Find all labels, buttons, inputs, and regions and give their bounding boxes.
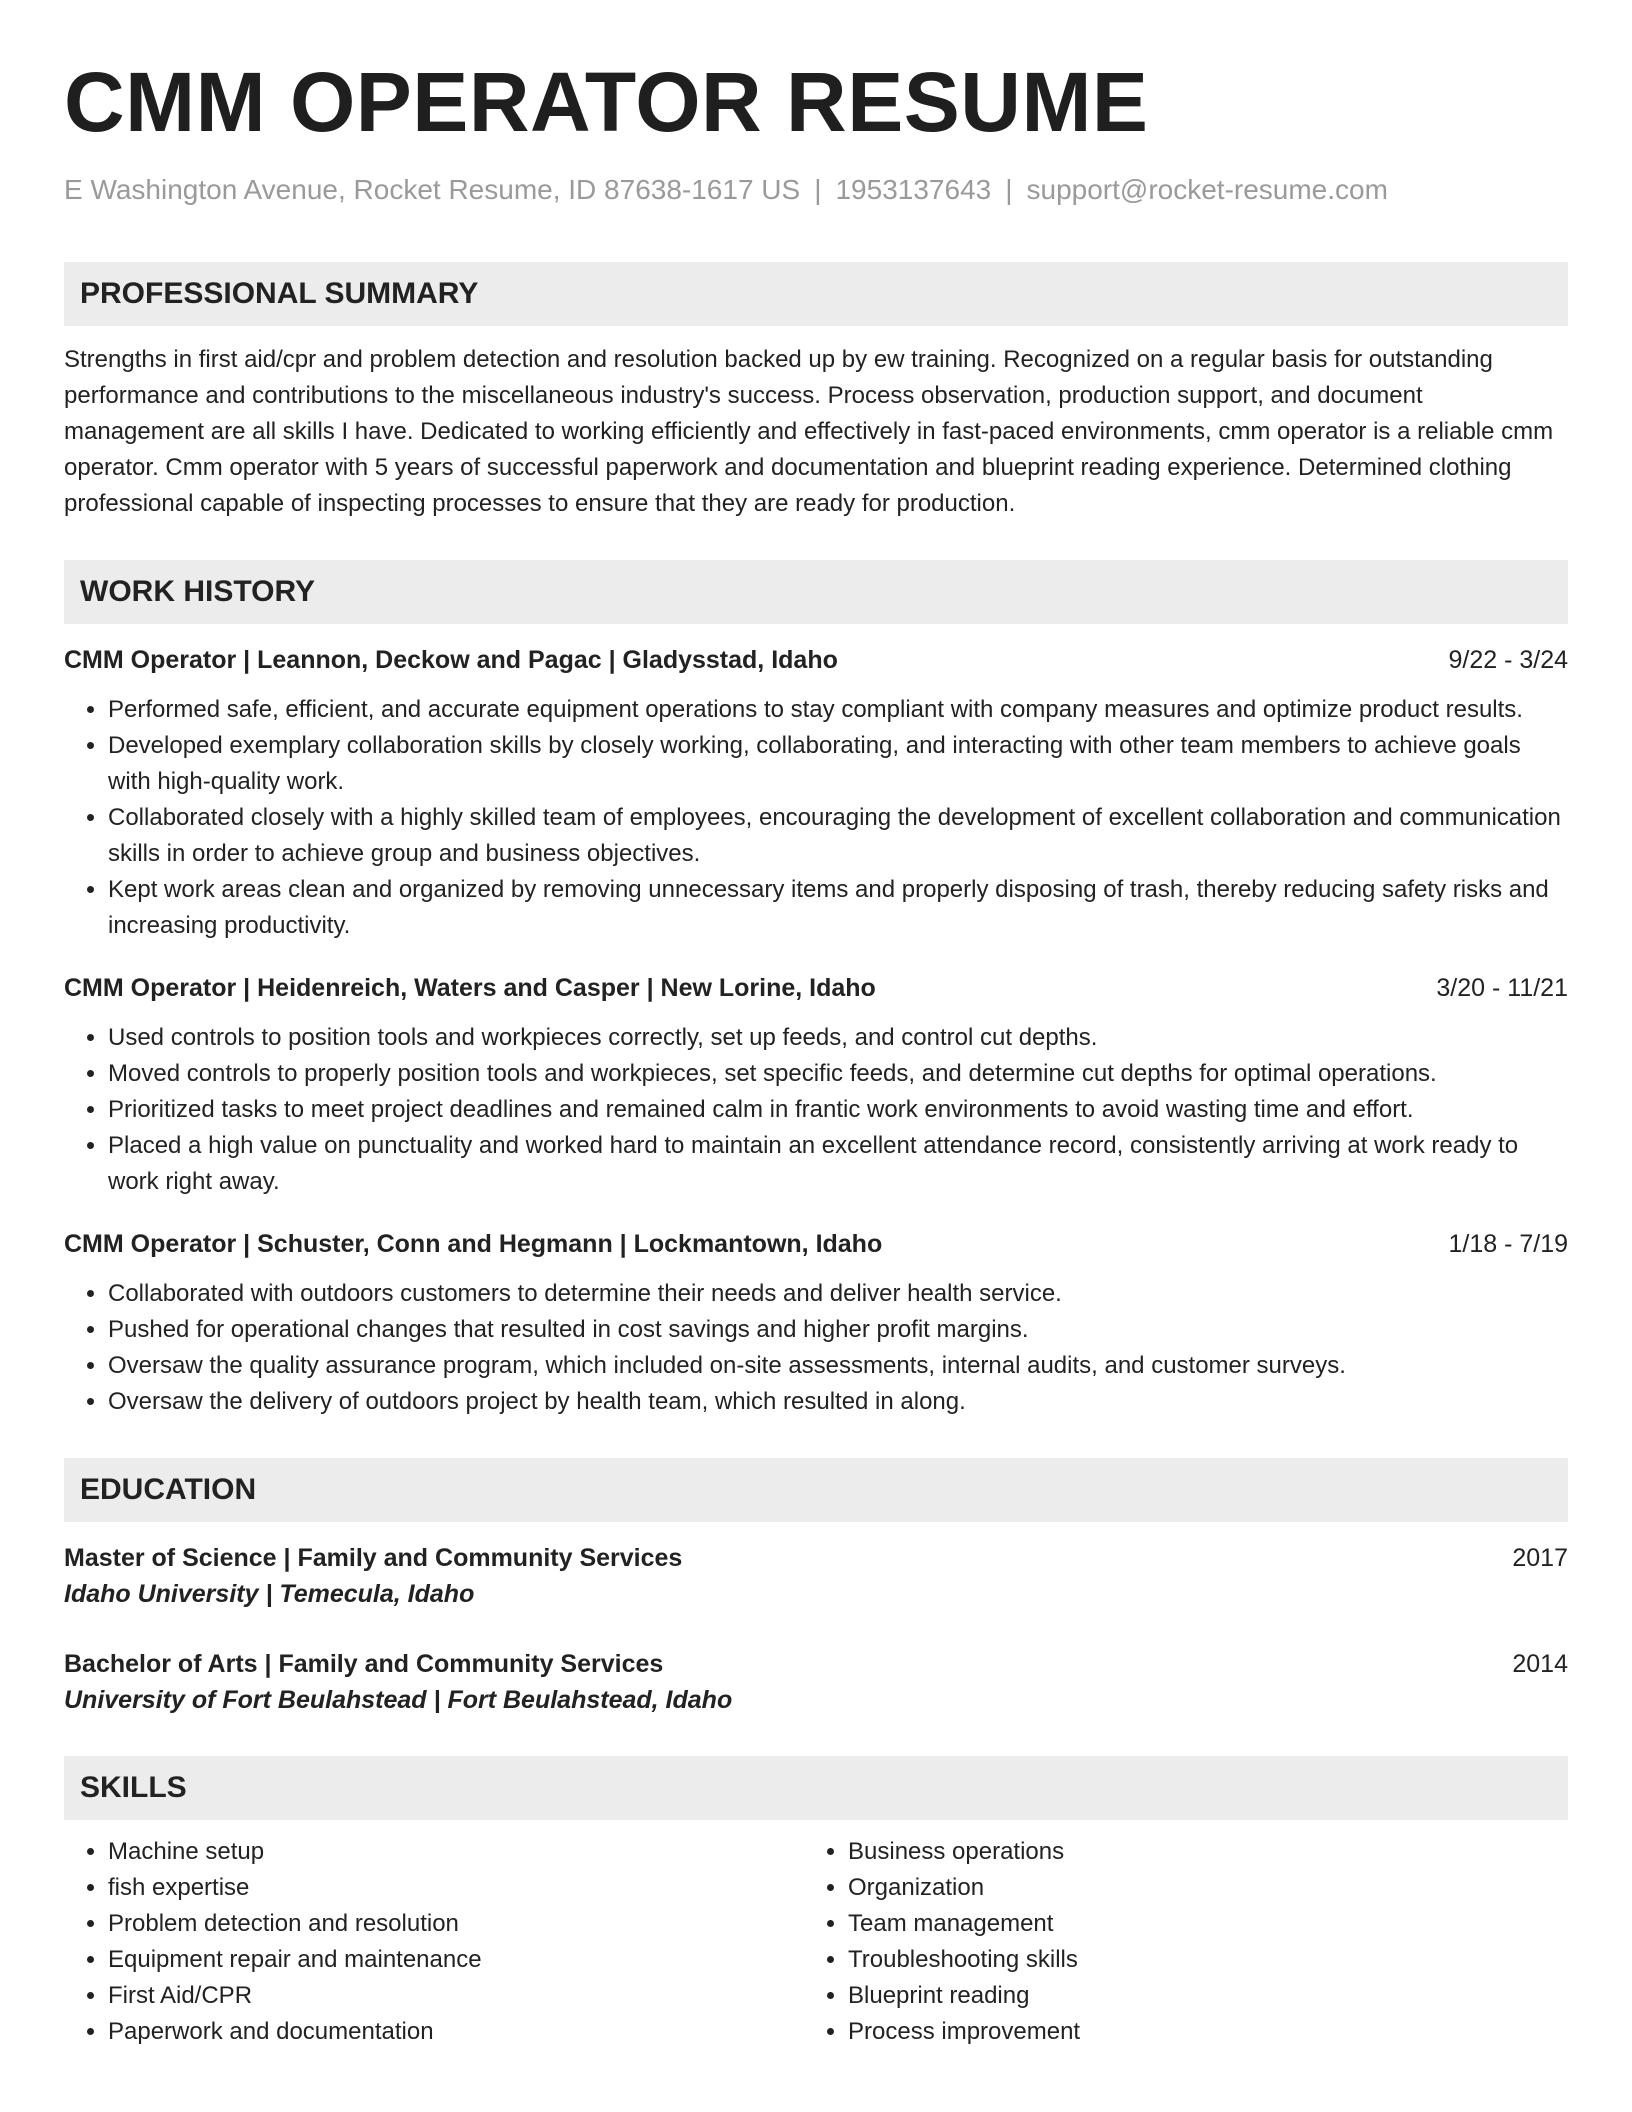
skill-item: • Equipment repair and maintenance: [108, 1942, 804, 1978]
job-bullet: • Oversaw the delivery of outdoors project by health team, which resulted in along.: [108, 1384, 1568, 1420]
education-year: 2017: [1512, 1544, 1568, 1572]
job-title: CMM Operator | Heidenreich, Waters and Casper | New Lorine, Idaho: [64, 974, 876, 1002]
skills-column-left: [64, 1834, 804, 2050]
job-title: CMM Operator | Schuster, Conn and Hegmann | Lockmantown, Idaho: [64, 1230, 883, 1258]
job-bullet: • Performed safe, efficient, and accurate equipment operations to stay compliant with company measures and optimize product results.: [108, 692, 1568, 728]
contact-separator: |: [814, 174, 822, 205]
skill-item: • Troubleshooting skills: [848, 1942, 1544, 1978]
job-bullet: • Developed exemplary collaboration skills by closely working, collaborating, and interacting with other team members to achieve goals with high-quality work.: [108, 728, 1568, 800]
education-entry: [64, 1646, 1568, 1718]
education-school: Idaho University | Temecula, Idaho: [64, 1580, 475, 1608]
skill-item: • First Aid/CPR: [108, 1978, 804, 2014]
job-bullet: • Collaborated closely with a highly skilled team of employees, encouraging the development of excellent collaboration and communication skills in order to achieve group and business objectives.: [108, 800, 1568, 872]
section-heading-education: EDUCATION: [64, 1458, 1568, 1522]
contact-separator: |: [1005, 174, 1013, 205]
education-header: [64, 1540, 1568, 1576]
contact-email: support@rocket-resume.com: [1026, 174, 1388, 205]
job-dates: 1/18 - 7/19: [1448, 1230, 1568, 1258]
contact-line: [64, 170, 1568, 210]
section-heading-work-history: WORK HISTORY: [64, 560, 1568, 624]
job-title: CMM Operator | Leannon, Deckow and Pagac | Gladysstad, Idaho: [64, 646, 838, 674]
job-entry: [64, 970, 1568, 1200]
contact-phone: 1953137643: [835, 174, 992, 205]
job-dates: 9/22 - 3/24: [1448, 646, 1568, 674]
job-bullet: • Pushed for operational changes that resulted in cost savings and higher profit margins.: [108, 1312, 1568, 1348]
skill-item: • fish expertise: [108, 1870, 804, 1906]
education-degree: Bachelor of Arts | Family and Community Services: [64, 1650, 664, 1678]
education-school: University of Fort Beulahstead | Fort Beulahstead, Idaho: [64, 1686, 733, 1714]
section-heading-summary: PROFESSIONAL SUMMARY: [64, 262, 1568, 326]
skill-item: • Business operations: [848, 1834, 1544, 1870]
job-bullet: • Moved controls to properly position tools and workpieces, set specific feeds, and determine cut depths for optimal operations.: [108, 1056, 1568, 1092]
job-bullet: • Kept work areas clean and organized by removing unnecessary items and properly disposing of trash, thereby reducing safety risks and increasing productivity.: [108, 872, 1568, 944]
skill-item: • Organization: [848, 1870, 1544, 1906]
job-bullet: • Oversaw the quality assurance program, which included on-site assessments, internal audits, and customer surveys.: [108, 1348, 1568, 1384]
job-bullet: • Used controls to position tools and workpieces correctly, set up feeds, and control cut depths.: [108, 1020, 1568, 1056]
skill-item: • Machine setup: [108, 1834, 804, 1870]
resume-title: CMM OPERATOR RESUME: [64, 55, 1149, 149]
job-bullet: • Collaborated with outdoors customers to determine their needs and deliver health service.: [108, 1276, 1568, 1312]
job-bullet: • Prioritized tasks to meet project deadlines and remained calm in frantic work environments to avoid wasting time and effort.: [108, 1092, 1568, 1128]
skill-item: • Process improvement: [848, 2014, 1544, 2050]
skills-list: [64, 1834, 1568, 2050]
skill-item: • Problem detection and resolution: [108, 1906, 804, 1942]
skills-column-right: [804, 1834, 1544, 2050]
job-header: [64, 642, 1568, 678]
job-header: [64, 970, 1568, 1006]
education-header: [64, 1646, 1568, 1682]
job-header: [64, 1226, 1568, 1262]
education-degree: Master of Science | Family and Community Services: [64, 1544, 683, 1572]
education-year: 2014: [1512, 1650, 1568, 1678]
job-dates: 3/20 - 11/21: [1436, 974, 1568, 1002]
skill-item: • Team management: [848, 1906, 1544, 1942]
job-bullets: [64, 1020, 1568, 1200]
job-entry: [64, 1226, 1568, 1420]
job-bullets: [64, 1276, 1568, 1420]
contact-address: E Washington Avenue, Rocket Resume, ID 87638-1617 US: [64, 174, 801, 205]
skill-item: • Paperwork and documentation: [108, 2014, 804, 2050]
job-bullets: [64, 692, 1568, 944]
section-heading-skills: SKILLS: [64, 1756, 1568, 1820]
skill-item: • Blueprint reading: [848, 1978, 1544, 2014]
job-entry: [64, 642, 1568, 944]
summary-text: Strengths in first aid/cpr and problem detection and resolution backed up by ew training. Recognized on a regular basis for outstanding performance and contributions to the miscellaneous industry's success. Process observation, production support, and document management are all skills I have. Dedicated to working efficiently and effectively in fast-paced environments, cmm operator is a reliable cmm operator. Cmm operator with 5 years of successful paperwork and documentation and blueprint reading experience. Determined clothing professional capable of inspecting processes to ensure that they are ready for production.: [64, 346, 1554, 517]
job-bullet: • Placed a high value on punctuality and worked hard to maintain an excellent attendance record, consistently arriving at work ready to work right away.: [108, 1128, 1568, 1200]
education-entry: [64, 1540, 1568, 1612]
